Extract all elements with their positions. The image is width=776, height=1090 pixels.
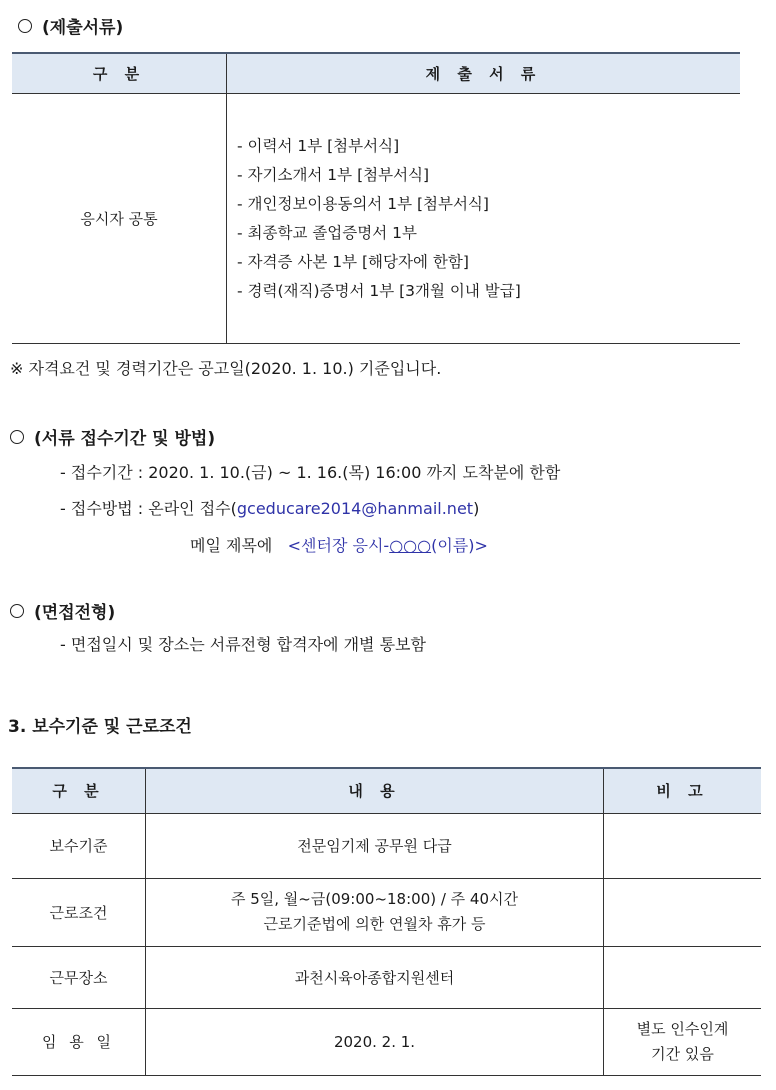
circle-bullet-icon (10, 430, 24, 444)
row-note (604, 878, 762, 946)
section-apply-heading: (서류 접수기간 및 방법) (10, 424, 215, 449)
pay-header-content: 내 용 (146, 768, 604, 813)
row-category: 보수기준 (12, 813, 146, 878)
circle-bullet-icon (18, 19, 32, 33)
doc-item: - 자격증 사본 1부 [해당자에 한함] (237, 252, 469, 271)
row-note (604, 813, 762, 878)
doc-item: - 경력(재직)증명서 1부 [3개월 이내 발급] (237, 281, 521, 300)
doc-item: - 이력서 1부 [첨부서식] (237, 136, 400, 155)
interview-detail: - 면접일시 및 장소는 서류전형 합격자에 개별 통보함 (60, 635, 426, 654)
mail-subject-label: 메일 제목에 (190, 536, 273, 555)
email-address: gceducare2014@hanmail.net (236, 499, 474, 518)
mail-subject (190, 533, 488, 556)
row-content: 2020. 2. 1. (146, 1008, 604, 1075)
docs-header-category: 구 분 (12, 53, 227, 94)
mail-subject-format: <센터장 응시-○○○(이름)> (287, 536, 488, 555)
table-row (12, 1008, 761, 1075)
apply-period: - 접수기간 : 2020. 1. 10.(금) ~ 1. 16.(목) 16:00 까지 도착분에 한함 (60, 463, 561, 482)
section-interview-heading: (면접전형) (10, 598, 115, 623)
row-category: 임 용 일 (12, 1008, 146, 1075)
row-category: 근무장소 (12, 946, 146, 1008)
row-content: 주 5일, 월~금(09:00~18:00) / 주 40시간 근로기준법에 의한 연월차 휴가 등 (146, 878, 604, 946)
row-content: 전문임기제 공무원 다급 (146, 813, 604, 878)
table-row (12, 878, 761, 946)
section-documents-heading: (제출서류) (18, 13, 123, 38)
pay-header-category: 구 분 (12, 768, 146, 813)
pay-table (12, 767, 761, 1076)
documents-table (12, 52, 740, 344)
doc-item: - 자기소개서 1부 [첨부서식] (237, 165, 430, 184)
notice-text: ※ 자격요건 및 경력기간은 공고일(2020. 1. 10.) 기준입니다. (10, 359, 442, 378)
doc-item: - 최종학교 졸업증명서 1부 (237, 223, 417, 242)
docs-category-cell: 응시자 공통 (12, 94, 227, 344)
row-content: 과천시육아종합지원센터 (146, 946, 604, 1008)
row-note (604, 946, 762, 1008)
doc-item: - 개인정보이용동의서 1부 [첨부서식] (237, 194, 489, 213)
table-row (12, 813, 761, 878)
docs-list-cell (227, 94, 741, 344)
pay-header-note: 비 고 (604, 768, 762, 813)
row-note: 별도 인수인계 기간 있음 (604, 1008, 762, 1075)
apply-method: - 접수방법 : 온라인 접수(gceducare2014@hanmail.net) (60, 499, 480, 518)
table-row (12, 946, 761, 1008)
row-category: 근로조건 (12, 878, 146, 946)
circle-bullet-icon (10, 604, 24, 618)
section-pay-heading: 3. 보수기준 및 근로조건 (8, 717, 192, 737)
docs-header-documents: 제 출 서 류 (227, 53, 741, 94)
